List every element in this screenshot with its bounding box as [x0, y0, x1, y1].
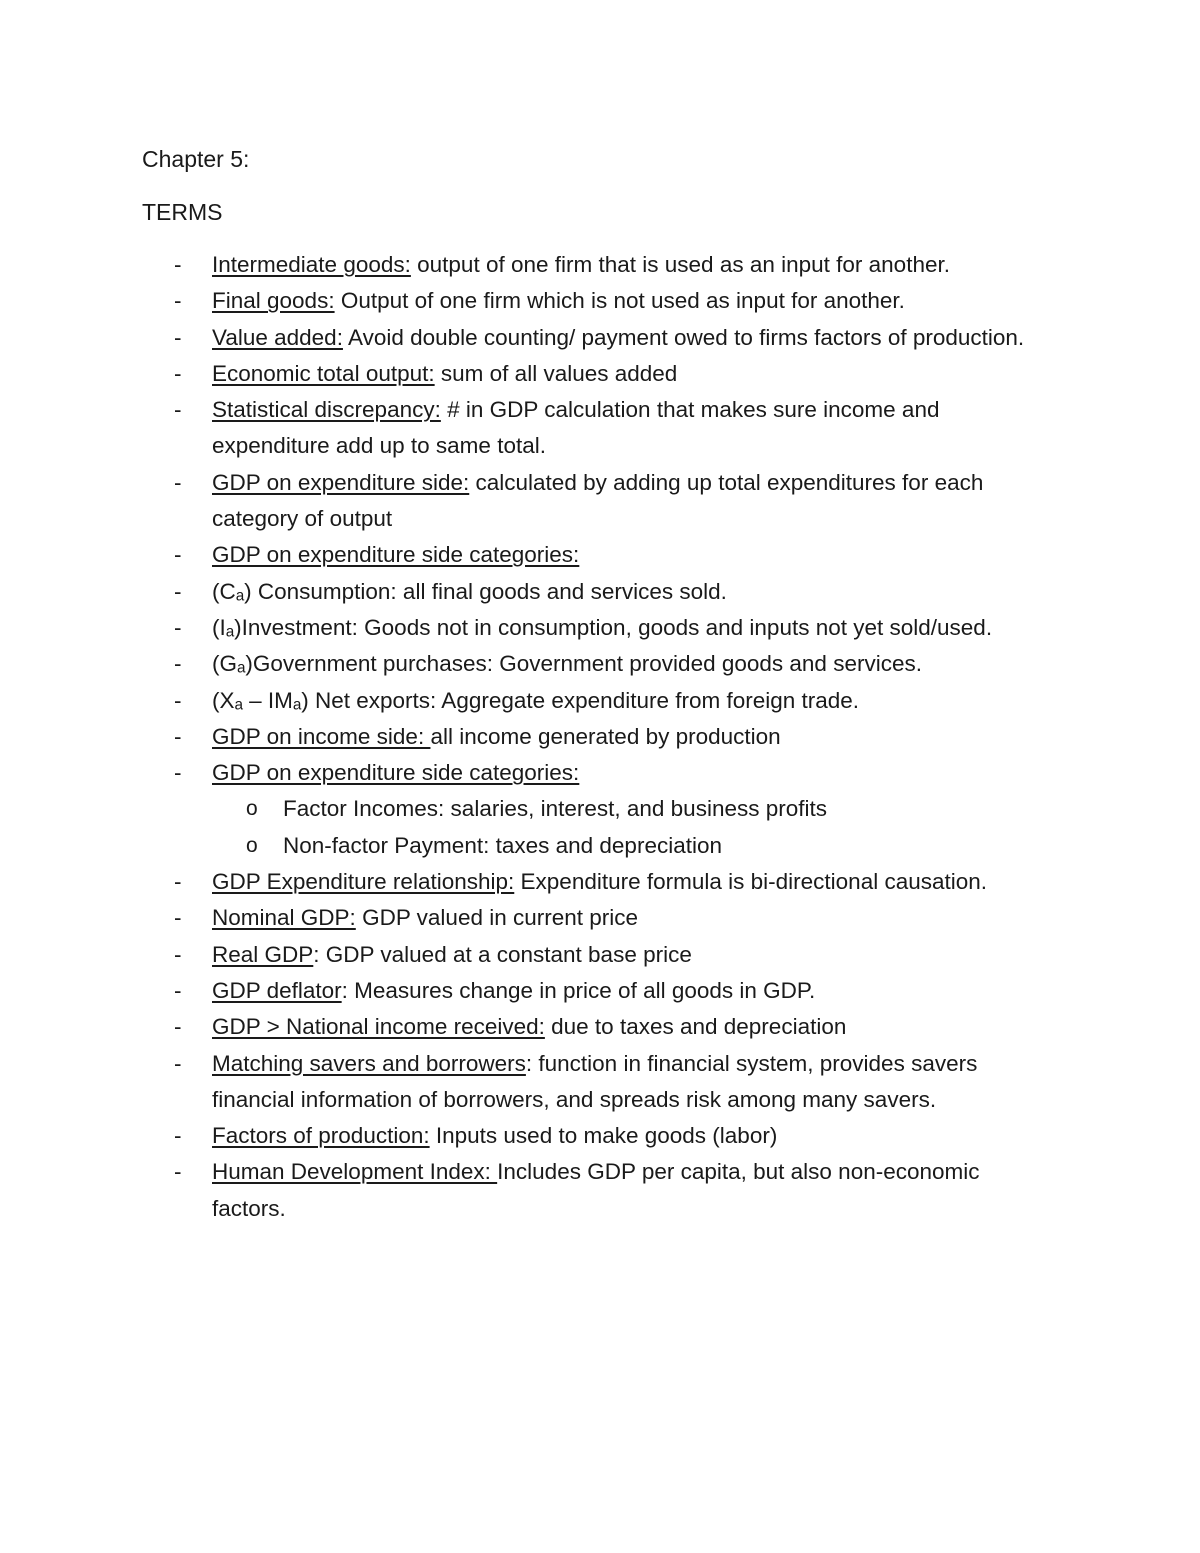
list-item: [0, 1154, 1032, 1227]
list-dash: -: [174, 252, 182, 277]
sub-bullet: o: [246, 797, 258, 821]
list-item: [0, 683, 1032, 719]
sub-list-item: [0, 791, 1200, 827]
term-definition: Expenditure formula is bi-directional causation.: [520, 869, 988, 895]
term-definition: Output of one firm which is not used as input for another.: [340, 288, 905, 314]
list-dash: -: [174, 651, 182, 677]
list-dash: -: [174, 614, 182, 640]
list-item: [0, 247, 1032, 283]
term-definition: GDP valued in current price: [362, 905, 639, 931]
term-label: GDP on expenditure side categories:: [212, 760, 580, 786]
term-definition: output of one firm that is used as an input for another.: [417, 252, 950, 277]
term-label: Real GDP: [212, 941, 314, 967]
list-item: [0, 1009, 1032, 1045]
list-item: [0, 356, 1032, 392]
list-dash: -: [174, 578, 182, 604]
list-dash: -: [174, 324, 182, 350]
list-item: [0, 392, 1032, 465]
list-item: [0, 973, 1032, 1009]
term-label: Statistical discrepancy:: [212, 397, 441, 423]
sub-bullet: o: [246, 833, 258, 857]
term-definition: : Measures change in price of all goods in GDP.: [341, 977, 816, 1003]
list-item: [0, 465, 1032, 538]
term-definition: (Iₐ)Investment: Goods not in consumption, goods and inputs not yet sold/used.: [212, 614, 993, 640]
list-item: [0, 610, 1032, 646]
term-label: GDP on income side:: [212, 723, 431, 749]
list-item: [0, 1046, 1032, 1119]
list-item: [0, 755, 1032, 791]
list-item: [0, 864, 1032, 900]
list-dash: -: [174, 905, 182, 931]
list-item: [0, 1118, 1032, 1154]
term-definition: all income generated by production: [430, 723, 781, 749]
term-label: Matching savers and borrowers: [212, 1050, 526, 1076]
list-item: [0, 719, 1032, 755]
list-dash: -: [174, 1123, 182, 1149]
list-dash: -: [174, 977, 182, 1003]
term-definition: Inputs used to make goods (labor): [435, 1123, 778, 1149]
term-label: Nominal GDP:: [212, 905, 356, 931]
term-label: Human Development Index:: [212, 1159, 498, 1185]
terms-heading: TERMS: [142, 199, 223, 225]
term-definition: # in GDP calculation that makes sure income and expenditure add up to same total.: [212, 397, 940, 459]
list-item: [0, 937, 1032, 973]
term-definition: (Cₐ) Consumption: all final goods and services sold.: [212, 578, 727, 604]
list-item: [0, 320, 1032, 356]
term-definition: : GDP valued at a constant base price: [313, 941, 692, 967]
list-item: [0, 537, 1032, 573]
term-label: GDP Expenditure relationship:: [212, 869, 515, 895]
term-definition: (Gₐ)Government purchases: Government provided goods and services.: [212, 651, 922, 677]
term-definition: : function in financial system, provides savers financial information of borrowers, and spreads risk among many savers.: [212, 1050, 978, 1112]
list-dash: -: [174, 869, 182, 895]
term-label: Value added:: [212, 324, 343, 350]
list-dash: -: [174, 1050, 182, 1076]
list-dash: -: [174, 723, 182, 749]
list-dash: -: [174, 1014, 182, 1040]
term-label: Factors of production:: [212, 1123, 430, 1149]
list-item: [0, 646, 1032, 682]
term-definition: due to taxes and depreciation: [551, 1014, 847, 1040]
term-label: GDP on expenditure side categories:: [212, 542, 580, 568]
sub-item-text: Non-factor Payment: taxes and depreciation: [283, 832, 722, 858]
list-item: [0, 283, 1032, 319]
sub-list-item: [0, 828, 1200, 864]
term-label: GDP deflator: [212, 977, 342, 1003]
terms-list: [0, 247, 1200, 1227]
list-dash: -: [174, 1159, 182, 1185]
list-item: [0, 900, 1032, 936]
term-label: Economic total output:: [212, 360, 435, 386]
term-definition: sum of all values added: [440, 360, 678, 386]
list-dash: -: [174, 469, 182, 495]
list-item: [0, 574, 1032, 610]
chapter-title: Chapter 5:: [142, 146, 250, 172]
list-dash: -: [174, 687, 182, 713]
sub-item-text: Factor Incomes: salaries, interest, and business profits: [283, 796, 827, 822]
list-dash: -: [174, 760, 182, 786]
list-dash: -: [174, 288, 182, 314]
term-label: Final goods:: [212, 288, 335, 314]
term-label: Intermediate goods:: [212, 252, 411, 277]
term-label: GDP > National income received:: [212, 1014, 545, 1040]
list-dash: -: [174, 360, 182, 386]
term-definition: Includes GDP per capita, but also non-economic factors.: [212, 1159, 980, 1221]
term-definition: calculated by adding up total expenditures for each category of output: [212, 469, 984, 532]
term-label: GDP on expenditure side:: [212, 469, 470, 495]
term-definition: Avoid double counting/ payment owed to firms factors of production.: [347, 324, 1025, 350]
term-definition: (Xₐ – IMₐ) Net exports: Aggregate expenditure from foreign trade.: [212, 687, 860, 713]
list-dash: -: [174, 542, 182, 568]
list-dash: -: [174, 397, 182, 423]
list-dash: -: [174, 941, 182, 967]
